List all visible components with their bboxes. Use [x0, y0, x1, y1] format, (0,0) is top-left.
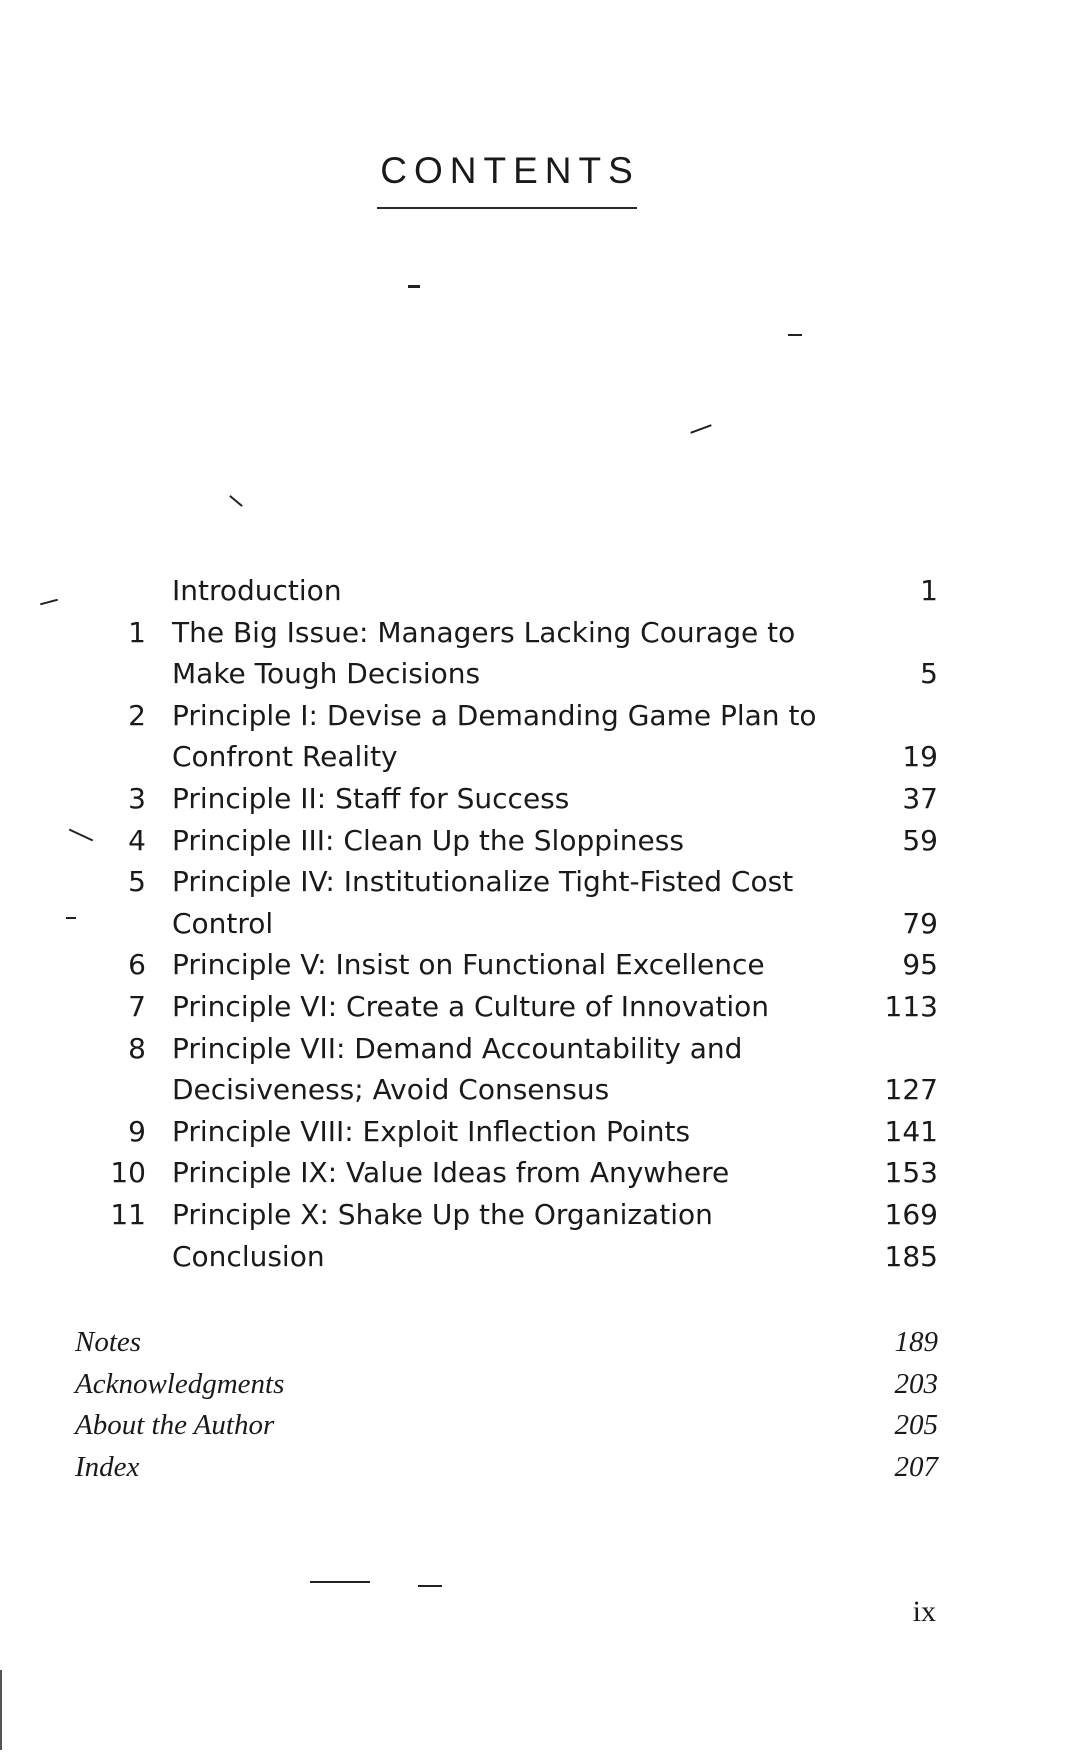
back-matter-entry — [0, 1405, 1076, 1445]
toc-entry-line — [0, 1153, 1076, 1193]
chapter-title: Make Tough Decisions — [172, 657, 481, 690]
page-ref: 153 — [884, 1156, 938, 1189]
chapter-number: 6 — [128, 948, 146, 981]
toc-entry-line — [0, 696, 1076, 736]
chapter-number: 10 — [110, 1156, 146, 1189]
page-ref: 207 — [894, 1451, 938, 1483]
scan-speck — [418, 1585, 442, 1587]
page-ref: 113 — [884, 990, 938, 1023]
toc-entry-line — [0, 945, 1076, 985]
scan-speck — [66, 917, 76, 919]
toc-entry-line — [0, 1070, 1076, 1110]
chapter-number: 3 — [128, 782, 146, 815]
toc-entry-line — [0, 1237, 1076, 1277]
chapter-number: 7 — [128, 990, 146, 1023]
back-matter-label: About the Author — [75, 1409, 275, 1441]
toc-entry-line — [0, 1195, 1076, 1235]
scan-speck — [310, 1581, 370, 1583]
chapter-title: The Big Issue: Managers Lacking Courage to — [172, 616, 796, 649]
back-matter-entry — [0, 1322, 1076, 1362]
chapter-title: Principle III: Clean Up the Sloppiness — [172, 824, 684, 857]
back-matter-label: Index — [75, 1451, 140, 1483]
scan-speck — [788, 334, 802, 336]
toc-entry-line — [0, 779, 1076, 819]
chapter-title: Principle V: Insist on Functional Excellence — [172, 948, 765, 981]
page-ref: 127 — [884, 1073, 938, 1106]
page-number: ix — [912, 1595, 936, 1628]
toc-entry-line — [0, 613, 1076, 653]
chapter-title: Principle IX: Value Ideas from Anywhere — [172, 1156, 730, 1189]
toc-entry-line — [0, 1112, 1076, 1152]
scan-speck — [0, 1670, 2, 1750]
back-matter-entry — [0, 1364, 1076, 1404]
page-ref: 205 — [894, 1409, 938, 1441]
toc-entry-line — [0, 571, 1076, 611]
back-matter-label: Acknowledgments — [75, 1368, 285, 1400]
page-ref: 141 — [884, 1115, 938, 1148]
scan-speck — [229, 495, 243, 507]
toc-entry-line — [0, 654, 1076, 694]
page-ref: 169 — [884, 1198, 938, 1231]
chapter-title: Principle VIII: Exploit Inflection Points — [172, 1115, 691, 1148]
page-ref: 189 — [894, 1326, 938, 1358]
toc-entry-line — [0, 821, 1076, 861]
scan-speck — [408, 285, 420, 288]
chapter-number: 1 — [128, 616, 146, 649]
toc-entry-line — [0, 737, 1076, 777]
page-ref: 37 — [902, 782, 938, 815]
toc-entry-line — [0, 1029, 1076, 1069]
page-ref: 79 — [902, 907, 938, 940]
chapter-title: Introduction — [172, 574, 342, 607]
chapter-title: Conclusion — [172, 1240, 325, 1273]
toc-entry-line — [0, 904, 1076, 944]
toc-entry-line — [0, 862, 1076, 902]
chapter-number: 11 — [110, 1198, 146, 1231]
chapter-title: Principle IV: Institutionalize Tight-Fisted Cost — [172, 865, 794, 898]
chapter-title: Principle II: Staff for Success — [172, 782, 570, 815]
chapter-number: 4 — [128, 824, 146, 857]
scan-speck — [690, 424, 711, 433]
chapter-title: Principle VI: Create a Culture of Innovation — [172, 990, 769, 1023]
page-ref: 203 — [894, 1368, 938, 1400]
title-underline — [377, 207, 637, 209]
back-matter-label: Notes — [75, 1326, 142, 1358]
page-title: CONTENTS — [380, 150, 640, 191]
chapter-number: 2 — [128, 699, 146, 732]
chapter-title: Confront Reality — [172, 740, 398, 773]
page-ref: 95 — [902, 948, 938, 981]
page-ref: 59 — [902, 824, 938, 857]
chapter-number: 5 — [128, 865, 146, 898]
chapter-title: Principle I: Devise a Demanding Game Plan to — [172, 699, 817, 732]
page-ref: 19 — [902, 740, 938, 773]
toc-entry-line — [0, 987, 1076, 1027]
back-matter-entry — [0, 1447, 1076, 1487]
chapter-title: Principle VII: Demand Accountability and — [172, 1032, 743, 1065]
chapter-title: Principle X: Shake Up the Organization — [172, 1198, 713, 1231]
page-ref: 1 — [920, 574, 938, 607]
page-ref: 185 — [884, 1240, 938, 1273]
chapter-number: 9 — [128, 1115, 146, 1148]
chapter-title: Decisiveness; Avoid Consensus — [172, 1073, 610, 1106]
chapter-title: Control — [172, 907, 274, 940]
chapter-number: 8 — [128, 1032, 146, 1065]
page-ref: 5 — [920, 657, 938, 690]
